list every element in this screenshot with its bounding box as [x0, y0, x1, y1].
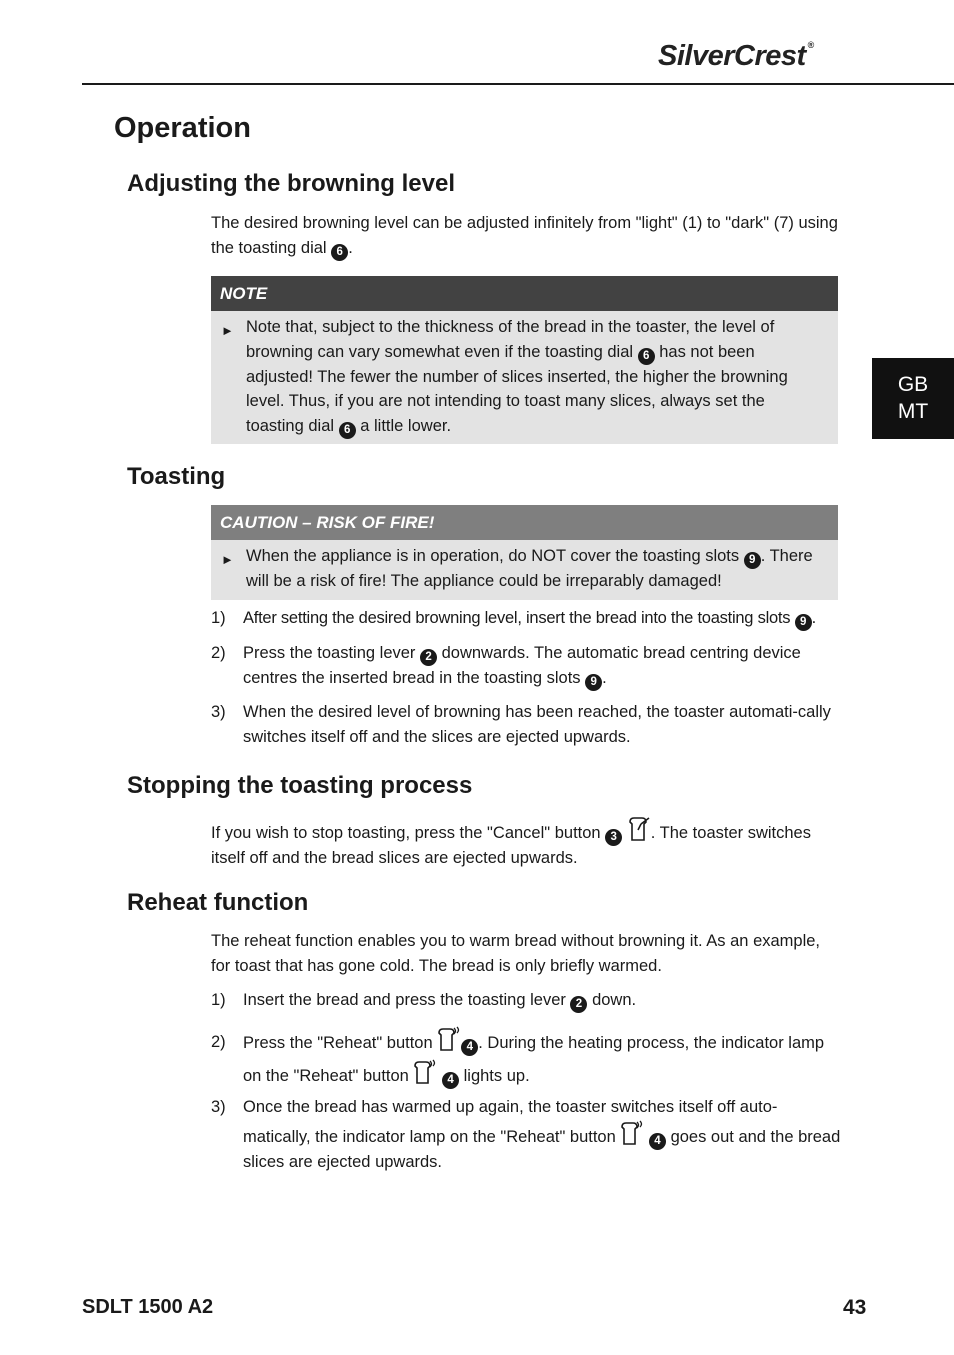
ref-circle: 6: [331, 244, 348, 261]
heading-toasting: Toasting: [127, 463, 226, 490]
reheat-toast-icon: [620, 1120, 644, 1146]
heading-reheat: Reheat function: [127, 889, 309, 916]
cancel-toast-icon: [627, 816, 651, 842]
ref-circle: 2: [570, 996, 587, 1013]
list-item: 3) Once the bread has warmed up again, the toaster switches itself off auto-matically, the indicator lamp on the "Reheat" button 4 goes out and the bread slices are ejected upwards.: [211, 1098, 841, 1171]
ref-circle: 6: [638, 348, 655, 365]
ref-circle: 4: [461, 1039, 478, 1056]
ref-circle: 3: [605, 829, 622, 846]
brand-logo: SilverCrest ®: [658, 40, 814, 72]
ref-circle: 9: [795, 614, 812, 631]
reheat-toast-icon: [437, 1026, 461, 1052]
list-item: 2) Press the toasting lever 2 downwards. The automatic bread centring device centres the inserted bread in the toasting slots 9 .: [211, 641, 841, 691]
note-header: NOTE: [211, 276, 838, 311]
note-body: ► Note that, subject to the thickness of the bread in the toaster, the level of browning can vary somewhat even if the toasting dial 6 has not been adjusted! The fewer the number of slices inserted, the higher the browning level. Thus, if you are not intending to toast many slices, always set the toasting dial 6 a little lower.: [211, 311, 838, 444]
caution-body: ► When the appliance is in operation, do NOT cover the toasting slots 9 . There will be a risk of fire! The appliance could be irreparably damaged!: [211, 540, 838, 600]
ref-circle: 4: [649, 1133, 666, 1150]
stopping-text: If you wish to stop toasting, press the "Cancel" button 3 . The toaster switches itself off and the bread slices are ejected upwards.: [211, 816, 841, 871]
reheat-intro: The reheat function enables you to warm bread without browning it. As an example, for toast that has gone cold. The bread is only briefly warmed.: [211, 932, 821, 975]
ref-circle: 6: [339, 422, 356, 439]
list-item: 1) After setting the desired browning level, insert the bread into the toasting slots 9 .: [211, 606, 841, 631]
page-title: Operation: [114, 112, 251, 144]
ref-circle: 4: [442, 1072, 459, 1089]
list-item: 3) When the desired level of browning has been reached, the toaster automati-cally switches itself off and the slices are ejected upwards.: [211, 703, 831, 746]
browning-text: The desired browning level can be adjusted infinitely from "light" (1) to "dark" (7) using the toasting dial 6 .: [211, 211, 841, 261]
bullet-triangle-icon: ►: [221, 552, 234, 567]
list-item: 1) Insert the bread and press the toasting lever 2 down.: [211, 988, 841, 1013]
caution-header: CAUTION – RISK OF FIRE!: [211, 505, 838, 540]
ref-circle: 2: [420, 649, 437, 666]
lang-gb: GB: [897, 373, 929, 396]
reheat-toast-icon: [413, 1059, 437, 1085]
heading-browning: Adjusting the browning level: [127, 170, 456, 197]
ref-circle: 9: [585, 674, 602, 691]
lang-mt: MT: [897, 400, 929, 423]
language-tab: [872, 358, 954, 439]
header-rule: [82, 83, 954, 85]
bullet-triangle-icon: ►: [221, 323, 234, 338]
list-item: 2) Press the "Reheat" button 4 . During the heating process, the indicator lamp on the "Reheat" button 4 lights up.: [211, 1026, 841, 1092]
page-number: 43: [843, 1296, 867, 1319]
heading-stopping: Stopping the toasting process: [127, 772, 473, 799]
ref-circle: 9: [744, 552, 761, 569]
footer-model: SDLT 1500 A2: [82, 1296, 214, 1318]
